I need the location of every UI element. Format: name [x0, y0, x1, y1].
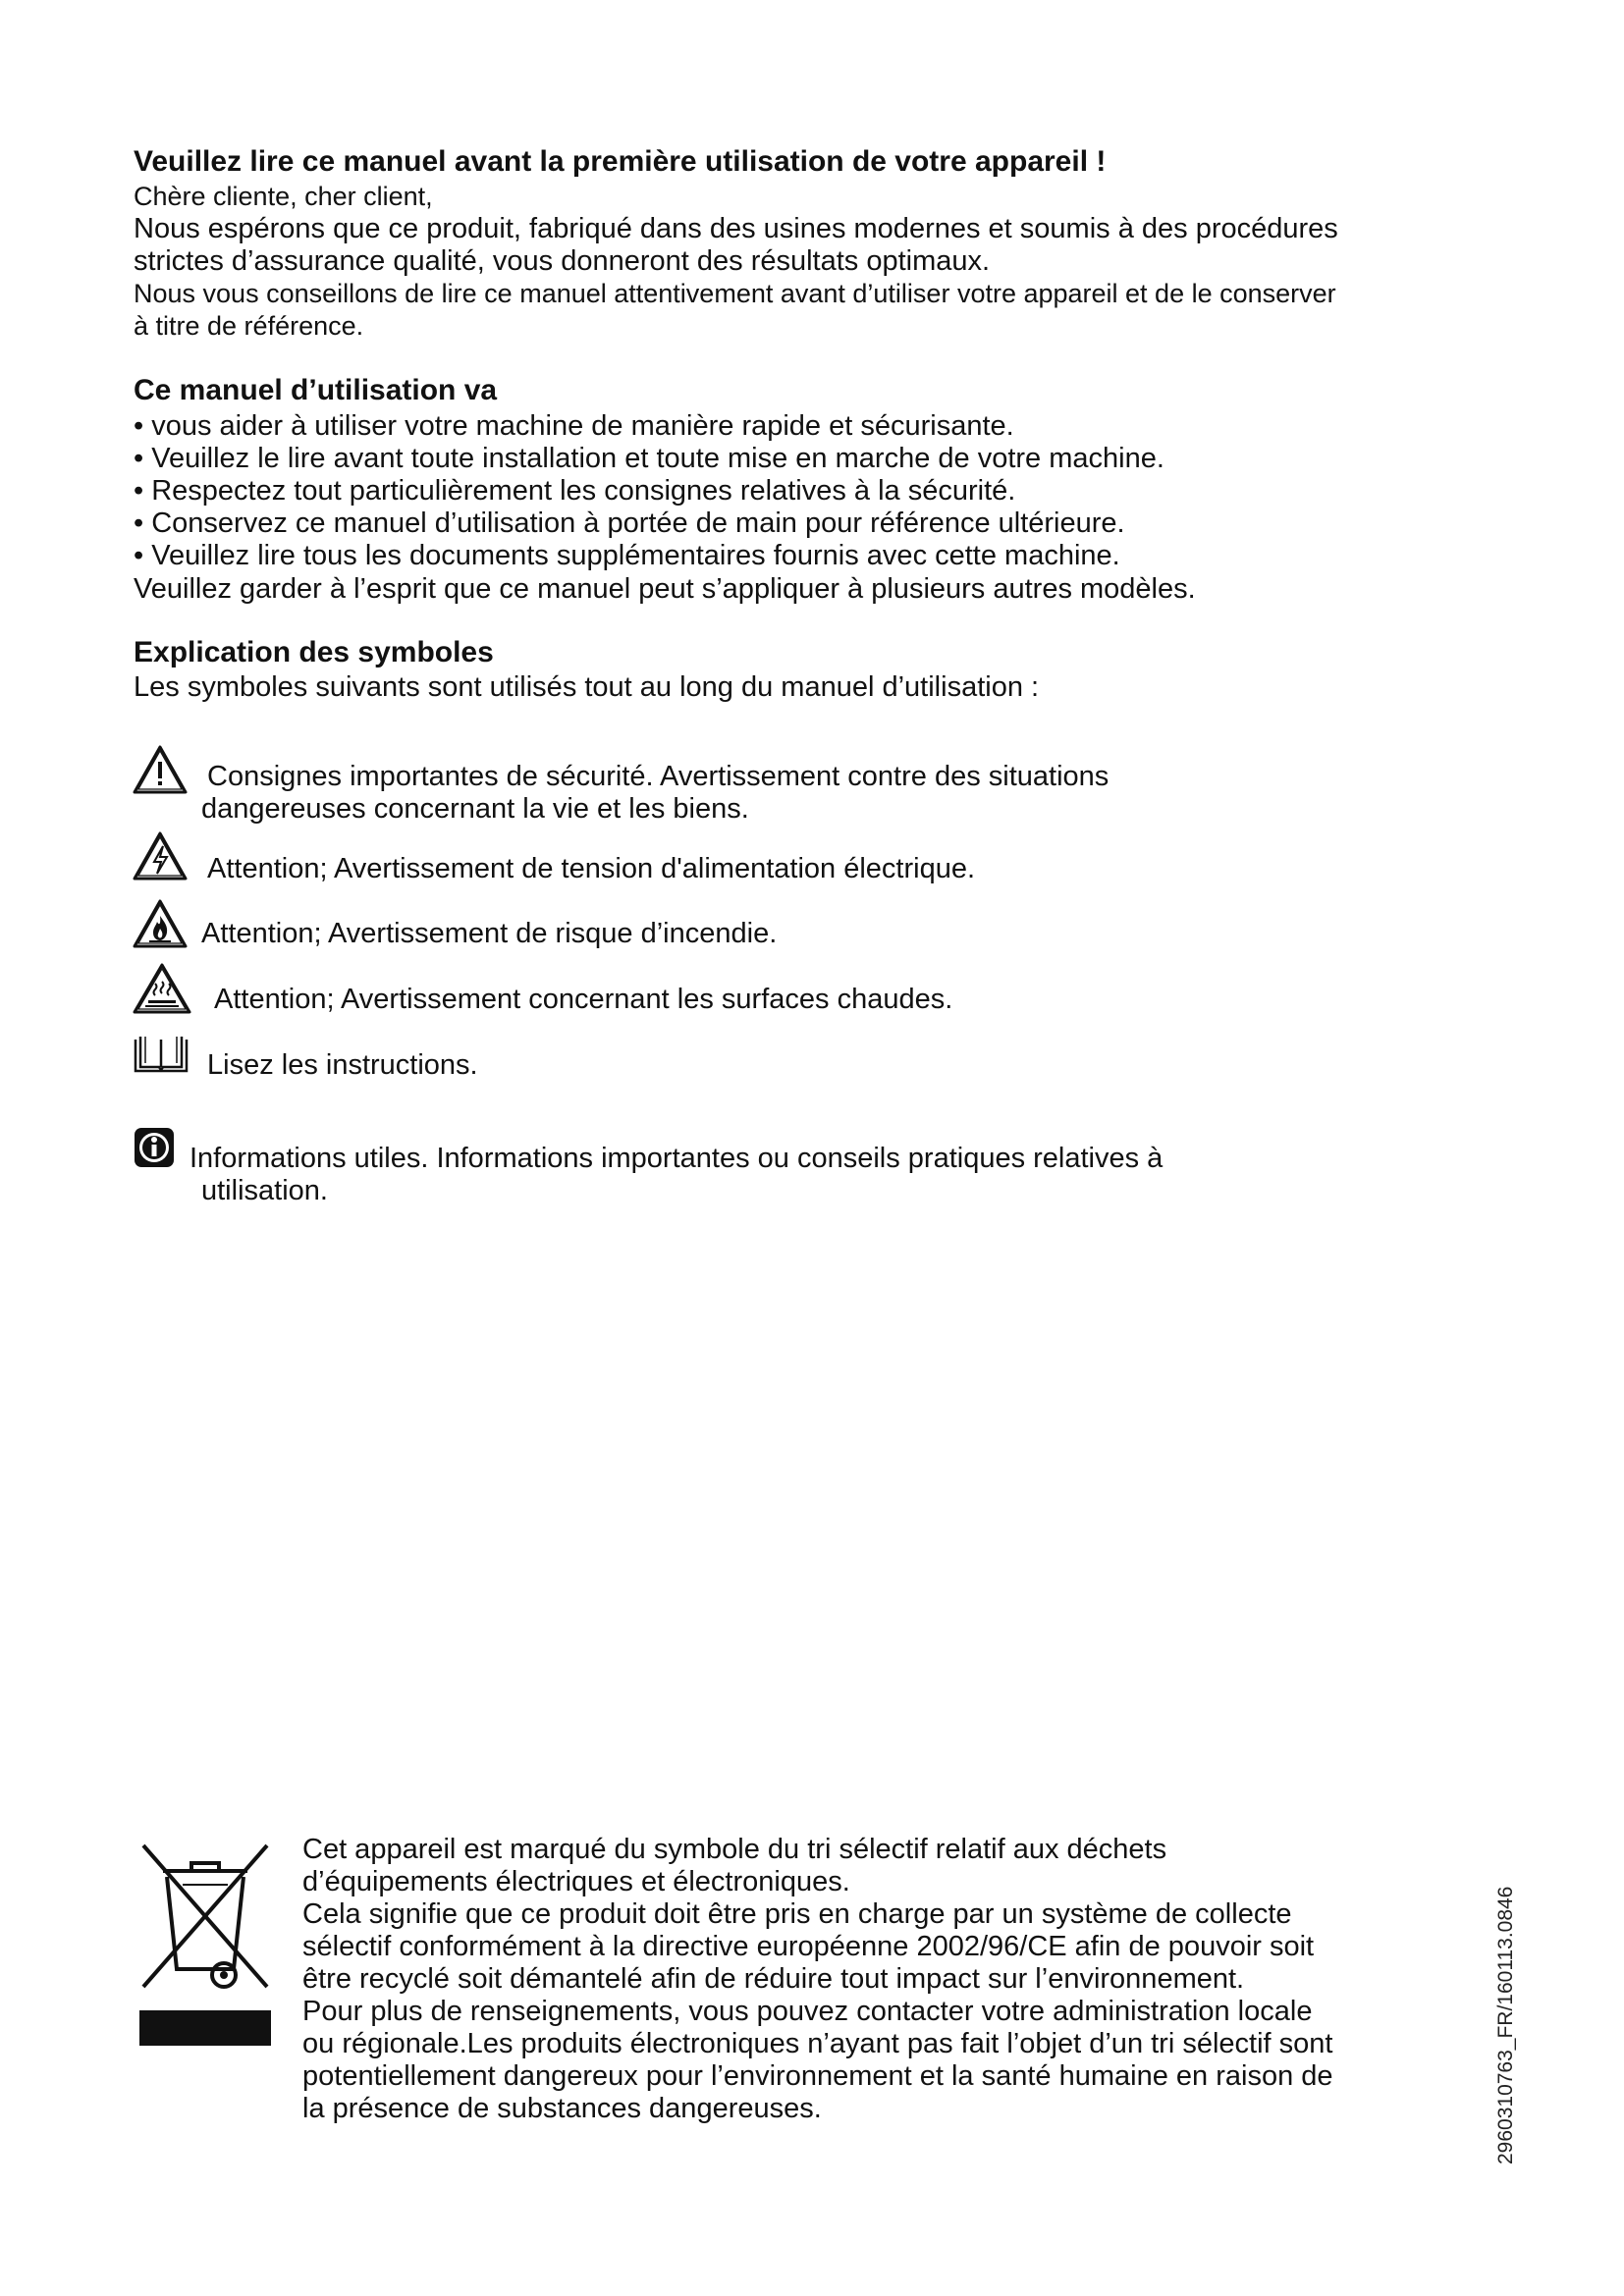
manual-bullet-2: • Veuillez le lire avant toute installation et toute mise en marche de votre machine.	[134, 443, 1164, 474]
manual-bullet-5: • Veuillez lire tous les documents supplémentaires fournis avec cette machine.	[134, 540, 1120, 571]
symbol-5-text: Lisez les instructions.	[207, 1049, 478, 1081]
weee-line-6: Pour plus de renseignements, vous pouvez contacter votre administration locale	[302, 1996, 1313, 2027]
intro-paragraph-2-line-1: Nous vous conseillons de lire ce manuel attentivement avant d’utiliser votre appareil et de le conserver	[134, 279, 1336, 308]
weee-line-7: ou régionale.Les produits électroniques n’ayant pas fait l’objet d’un tri sélectif sont	[302, 2028, 1333, 2059]
intro-paragraph-1-line-2: strictes d’assurance qualité, vous donneront des résultats optimaux.	[134, 245, 991, 277]
weee-line-3: Cela signifie que ce produit doit être pris en charge par un système de collecte	[302, 1898, 1292, 1930]
manual-note: Veuillez garder à l’esprit que ce manuel peut s’appliquer à plusieurs autres modèles.	[134, 573, 1196, 605]
weee-line-4: sélectif conformément à la directive européenne 2002/96/CE afin de pouvoir soit	[302, 1931, 1315, 1962]
manual-bullet-4: • Conservez ce manuel d’utilisation à portée de main pour référence ultérieure.	[134, 507, 1125, 539]
intro-greeting: Chère cliente, cher client,	[134, 182, 433, 211]
fire-warning-icon	[132, 898, 189, 949]
symbols-intro: Les symboles suivants sont utilisés tout au long du manuel d’utilisation :	[134, 671, 1040, 703]
weee-line-1: Cet appareil est marqué du symbole du tri sélectif relatif aux déchets	[302, 1834, 1167, 1865]
hot-surface-warning-icon	[132, 962, 192, 1015]
weee-line-8: potentiellement dangereux pour l’environnement et la santé humaine en raison de	[302, 2060, 1333, 2092]
symbol-4-text: Attention; Avertissement concernant les surfaces chaudes.	[214, 984, 953, 1015]
symbol-2-text: Attention; Avertissement de tension d'alimentation électrique.	[207, 853, 976, 884]
manual-bullet-1: • vous aider à utiliser votre machine de manière rapide et sécurisante.	[134, 410, 1014, 442]
intro-paragraph-2-line-2: à titre de référence.	[134, 311, 364, 341]
weee-line-9: la présence de substances dangereuses.	[302, 2093, 822, 2124]
intro-paragraph-1-line-1: Nous espérons que ce produit, fabriqué dans des usines modernes et soumis à des procédures	[134, 213, 1338, 244]
intro-title: Veuillez lire ce manuel avant la première utilisation de votre appareil !	[134, 145, 1107, 178]
weee-line-2: d’équipements électriques et électroniques.	[302, 1866, 850, 1897]
symbol-6-text-line-1: Informations utiles. Informations importantes ou conseils pratiques relatives à	[189, 1143, 1164, 1174]
symbol-1-text-line-2: dangereuses concernant la vie et les biens.	[201, 793, 749, 825]
symbol-1-text-line-1: Consignes importantes de sécurité. Avertissement contre des situations	[207, 761, 1110, 792]
warning-triangle-icon	[132, 744, 189, 795]
symbol-3-text: Attention; Avertissement de risque d’incendie.	[201, 918, 778, 949]
document-id: 2960310763_FR/160113.0846	[1494, 1886, 1517, 2164]
symbol-6-text-line-2: utilisation.	[201, 1175, 328, 1206]
electric-warning-icon	[132, 830, 189, 881]
info-icon	[133, 1126, 176, 1169]
symbols-section-title: Explication des symboles	[134, 636, 494, 668]
book-icon	[132, 1034, 190, 1075]
crossed-bin-icon	[137, 1842, 273, 2048]
manual-section-title: Ce manuel d’utilisation va	[134, 374, 498, 406]
manual-bullet-3: • Respectez tout particulièrement les consignes relatives à la sécurité.	[134, 475, 1016, 507]
weee-line-5: être recyclé soit démantelé afin de réduire tout impact sur l’environnement.	[302, 1963, 1245, 1995]
